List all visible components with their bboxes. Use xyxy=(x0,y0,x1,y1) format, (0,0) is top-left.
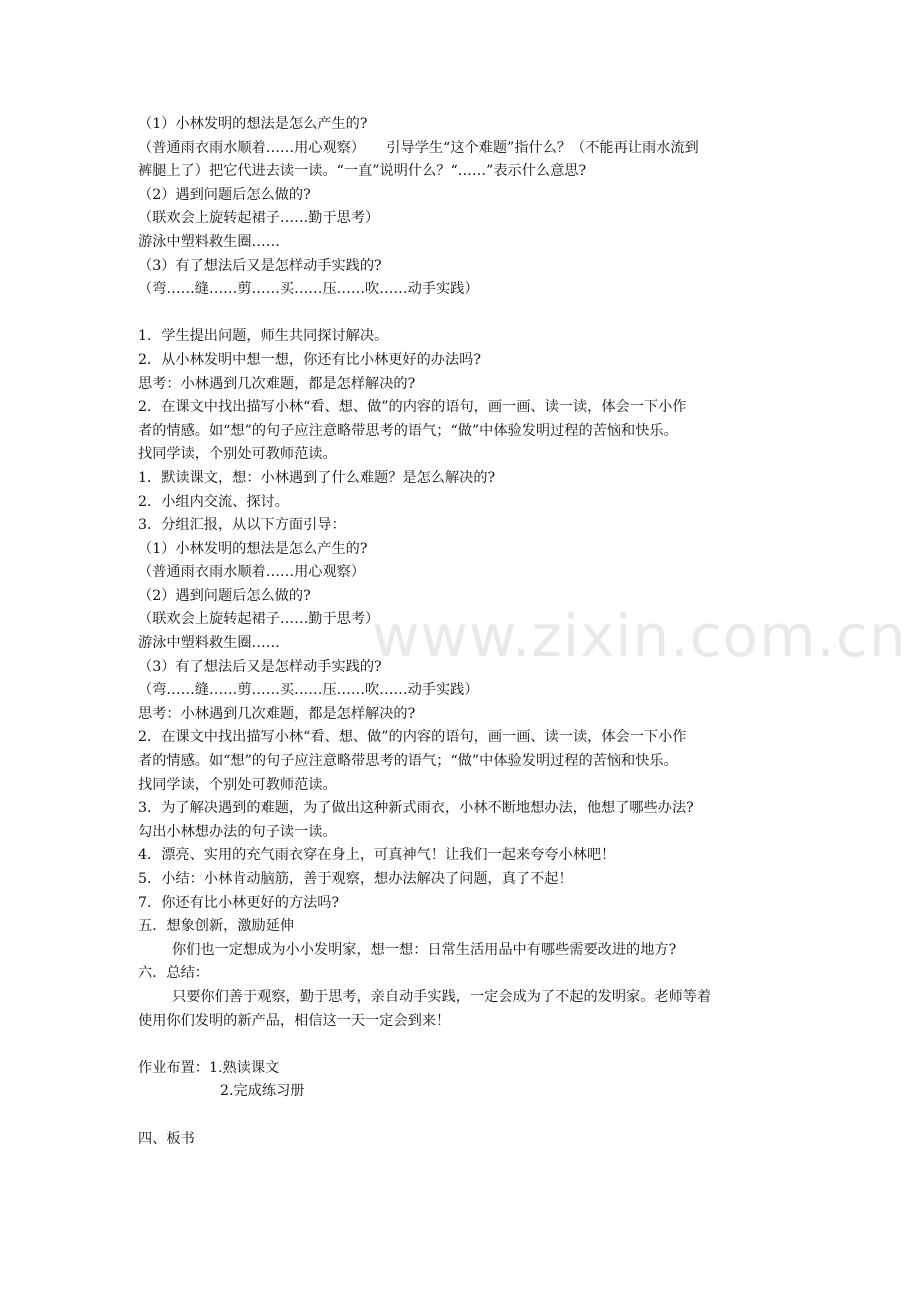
text-line: （2）遇到问题后怎么做的? xyxy=(138,186,311,203)
text-line: （1）小林发明的想法是怎么产生的? xyxy=(138,116,368,132)
text-line: （1）小林发明的想法是怎么产生的? xyxy=(138,540,368,557)
text-line: （3）有了想法后又是怎样动手实践的? xyxy=(138,658,382,675)
text-line: 找同学读，个别处可教师范读。 xyxy=(138,776,337,793)
text-line: 2．从小林发明中想一想，你还有比小林更好的办法吗? xyxy=(138,351,481,368)
text-line: （普通雨衣雨水顺着……用心观察） xyxy=(138,564,366,581)
text-line: 使用你们发明的新产品，相信这一天一定会到来！ xyxy=(138,1012,451,1029)
blank-line xyxy=(138,302,790,326)
text-line: 2．在课文中找出描写小林“看、想、做”的内容的语句，画一画、读一读，体会一下小作 xyxy=(138,399,687,416)
text-line: 3．为了解决遇到的难题，为了做出这种新式雨衣，小林不断地想办法，他想了哪些办法? xyxy=(138,800,694,817)
blank-line xyxy=(138,1104,790,1128)
section-heading: 六．总结： xyxy=(138,965,209,982)
text-line: 1．学生提出问题，师生共同探讨解决。 xyxy=(138,328,389,345)
homework-line: 2.完成练习册 xyxy=(220,1083,305,1100)
text-line: 5．小结：小林肯动脑筋，善于观察，想办法解决了问题，真了不起！ xyxy=(138,871,573,887)
text-line: （弯……缝……剪……买……压……吹……动手实践） xyxy=(138,682,479,699)
text-line: 2．在课文中找出描写小林“看、想、做”的内容的语句，画一画、读一读，体会一下小作 xyxy=(138,729,687,746)
text-line: （联欢会上旋转起裙子……勤于思考） xyxy=(138,210,380,227)
text-line: 找同学读，个别处可教师范读。 xyxy=(138,446,337,463)
text-line: 3．分组汇报，从以下方面引导： xyxy=(138,517,346,534)
text-line: 思考：小林遇到几次难题，都是怎样解决的? xyxy=(138,705,416,722)
section-heading: 四、板书 xyxy=(138,1130,195,1147)
text-line: 4．漂亮、实用的充气雨衣穿在身上，可真神气！让我们一起来夸夸小林吧！ xyxy=(138,847,616,864)
homework-line: 作业布置：1.熟读课文 xyxy=(138,1059,280,1076)
text-line: （3）有了想法后又是怎样动手实践的? xyxy=(138,257,382,274)
blank-line xyxy=(138,1033,790,1057)
text-line: （普通雨衣雨水顺着……用心观察） 引导学生“这个难题”指什么？（不能再让雨水流到 xyxy=(138,139,699,156)
text-line: 游泳中塑料救生圈…… xyxy=(138,635,280,652)
text-line: 2．小组内交流、探讨。 xyxy=(138,493,289,510)
text-line: 者的情感。如“想”的句子应注意略带思考的语气；“做”中体验发明过程的苦恼和快乐。 xyxy=(138,753,678,770)
text-line: 者的情感。如“想”的句子应注意略带思考的语气；“做”中体验发明过程的苦恼和快乐。 xyxy=(138,422,678,439)
text-line: 1．默读课文，想：小林遇到了什么难题？是怎么解决的? xyxy=(138,469,496,486)
text-line: 裤腿上了）把它代进去读一读。“一直”说明什么？“……”表示什么意思? xyxy=(138,163,587,180)
text-line: 勾出小林想办法的句子读一读。 xyxy=(138,823,337,840)
watermark: www.zixin.com.cn xyxy=(372,602,907,670)
text-line: 7．你还有比小林更好的方法吗? xyxy=(138,894,340,911)
document-body xyxy=(138,113,790,1151)
text-line: 思考：小林遇到几次难题，都是怎样解决的? xyxy=(138,375,416,392)
text-line: （2）遇到问题后怎么做的? xyxy=(138,587,311,604)
text-line: 你们也一定想成为小小发明家，想一想：日常生活用品中有哪些需要改进的地方? xyxy=(172,941,677,958)
text-line: 只要你们善于观察，勤于思考，亲自动手实践，一定会成为了不起的发明家。老师等着 xyxy=(172,988,712,1005)
text-line: （联欢会上旋转起裙子……勤于思考） xyxy=(138,611,380,628)
section-heading: 五．想象创新，激励延伸 xyxy=(138,918,295,935)
text-line: （弯……缝……剪……买……压……吹……动手实践） xyxy=(138,281,479,298)
text-line: 游泳中塑料救生圈…… xyxy=(138,233,280,250)
